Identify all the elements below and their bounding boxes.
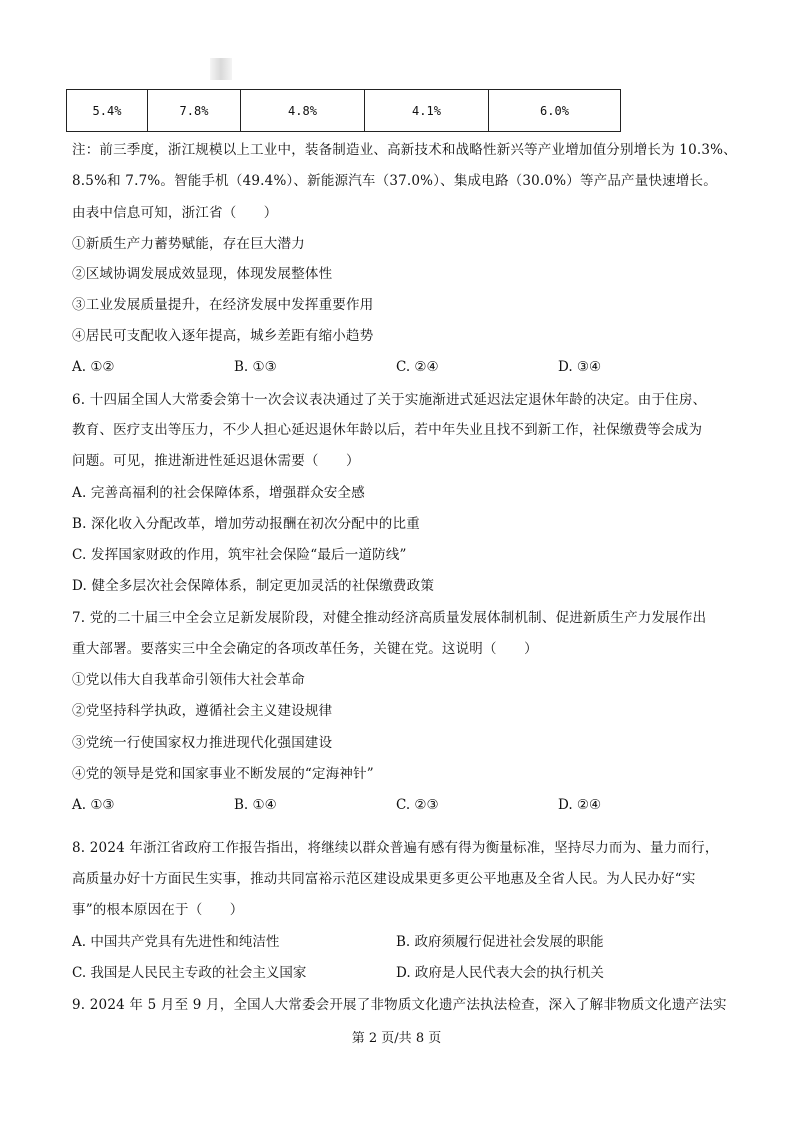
q6-option-a: A. 完善高福利的社会保障体系，增强群众安全感 bbox=[72, 485, 365, 501]
q7-stem-line-2: 重大部署。要落实三中全会确定的各项改革任务，关键在党。这说明（ ） bbox=[72, 641, 538, 657]
q5-option-a: A. ①② bbox=[72, 359, 115, 375]
q9-stem-line-1: 9. 2024 年 5 月至 9 月，全国人大常委会开展了非物质文化遗产法执法检查，深入了解非物质文化遗产法实 bbox=[72, 997, 727, 1013]
q8-stem-line-2: 高质量办好十方面民生实事，推动共同富裕示范区建设成果更多更公平地惠及全省人民。为人民办好“实 bbox=[72, 871, 696, 887]
q6-option-d: D. 健全多层次社会保障体系，制定更加灵活的社保缴费政策 bbox=[72, 578, 435, 594]
table-row bbox=[67, 90, 621, 132]
growth-table bbox=[66, 89, 621, 132]
table-cell: 5.4% bbox=[67, 90, 148, 132]
note-line-1: 注：前三季度，浙江规模以上工业中，装备制造业、高新技术和战略性新兴等产业增加值分别增长为 10.3%、 bbox=[72, 142, 737, 158]
q7-item-4: ④党的领导是党和国家事业不断发展的“定海神针” bbox=[72, 766, 374, 782]
q7-item-1: ①党以伟大自我革命引领伟大社会革命 bbox=[72, 672, 305, 688]
q7-option-b: B. ①④ bbox=[234, 797, 277, 813]
q8-stem-line-1: 8. 2024 年浙江省政府工作报告指出，将继续以群众普遍有感有得为衡量标准，坚持尽力而为、量力而行， bbox=[72, 840, 719, 856]
q5-item-4: ④居民可支配收入逐年提高，城乡差距有缩小趋势 bbox=[72, 328, 374, 344]
q5-item-2: ②区域协调发展成效显现，体现发展整体性 bbox=[72, 266, 333, 282]
q8-option-a: A. 中国共产党具有先进性和纯洁性 bbox=[72, 934, 280, 950]
q8-stem-line-3: 事”的根本原因在于（ ） bbox=[72, 902, 244, 918]
table-cell: 7.8% bbox=[148, 90, 241, 132]
q7-option-c: C. ②③ bbox=[396, 797, 439, 813]
q6-stem-line-3: 问题。可见，推进渐进性延迟退休需要（ ） bbox=[72, 453, 360, 469]
q5-option-d: D. ③④ bbox=[558, 359, 602, 375]
q8-option-d: D. 政府是人民代表大会的执行机关 bbox=[396, 965, 604, 981]
q5-option-c: C. ②④ bbox=[396, 359, 439, 375]
q5-stem: 由表中信息可知，浙江省（ ） bbox=[72, 205, 278, 221]
q7-option-d: D. ②④ bbox=[558, 797, 602, 813]
q6-option-c: C. 发挥国家财政的作用，筑牢社会保险“最后一道防线” bbox=[72, 547, 407, 563]
table-cell: 4.1% bbox=[365, 90, 489, 132]
table-cell: 4.8% bbox=[241, 90, 365, 132]
q5-item-3: ③工业发展质量提升，在经济发展中发挥重要作用 bbox=[72, 297, 374, 313]
q7-option-a: A. ①③ bbox=[72, 797, 115, 813]
q8-option-c: C. 我国是人民民主专政的社会主义国家 bbox=[72, 965, 307, 981]
q6-stem-line-1: 6. 十四届全国人大常委会第十一次会议表决通过了关于实施渐进式延迟法定退休年龄的决定。由于住房、 bbox=[72, 392, 707, 408]
q7-item-3: ③党统一行使国家权力推进现代化强国建设 bbox=[72, 735, 333, 751]
q5-item-1: ①新质生产力蓄势赋能，存在巨大潜力 bbox=[72, 236, 305, 252]
q6-stem-line-2: 教育、医疗支出等压力，不少人担心延迟退休年龄以后，若中年失业且找不到新工作，社保缴费等会成为 bbox=[72, 422, 703, 438]
q7-stem-line-1: 7. 党的二十届三中全会立足新发展阶段，对健全推动经济高质量发展体制机制、促进新质生产力发展作出 bbox=[72, 610, 707, 626]
note-line-2: 8.5%和 7.7%。智能手机（49.4%）、新能源汽车（37.0%）、集成电路（30.0%）等产品产量快速增长。 bbox=[72, 173, 717, 189]
q5-option-b: B. ①③ bbox=[234, 359, 277, 375]
q6-option-b: B. 深化收入分配改革，增加劳动报酬在初次分配中的比重 bbox=[72, 516, 420, 532]
scan-artifact bbox=[210, 58, 232, 80]
table-cell: 6.0% bbox=[489, 90, 621, 132]
q7-item-2: ②党坚持科学执政，遵循社会主义建设规律 bbox=[72, 703, 333, 719]
page-number: 第 2 页/共 8 页 bbox=[351, 1031, 442, 1046]
q8-option-b: B. 政府须履行促进社会发展的职能 bbox=[396, 934, 604, 950]
